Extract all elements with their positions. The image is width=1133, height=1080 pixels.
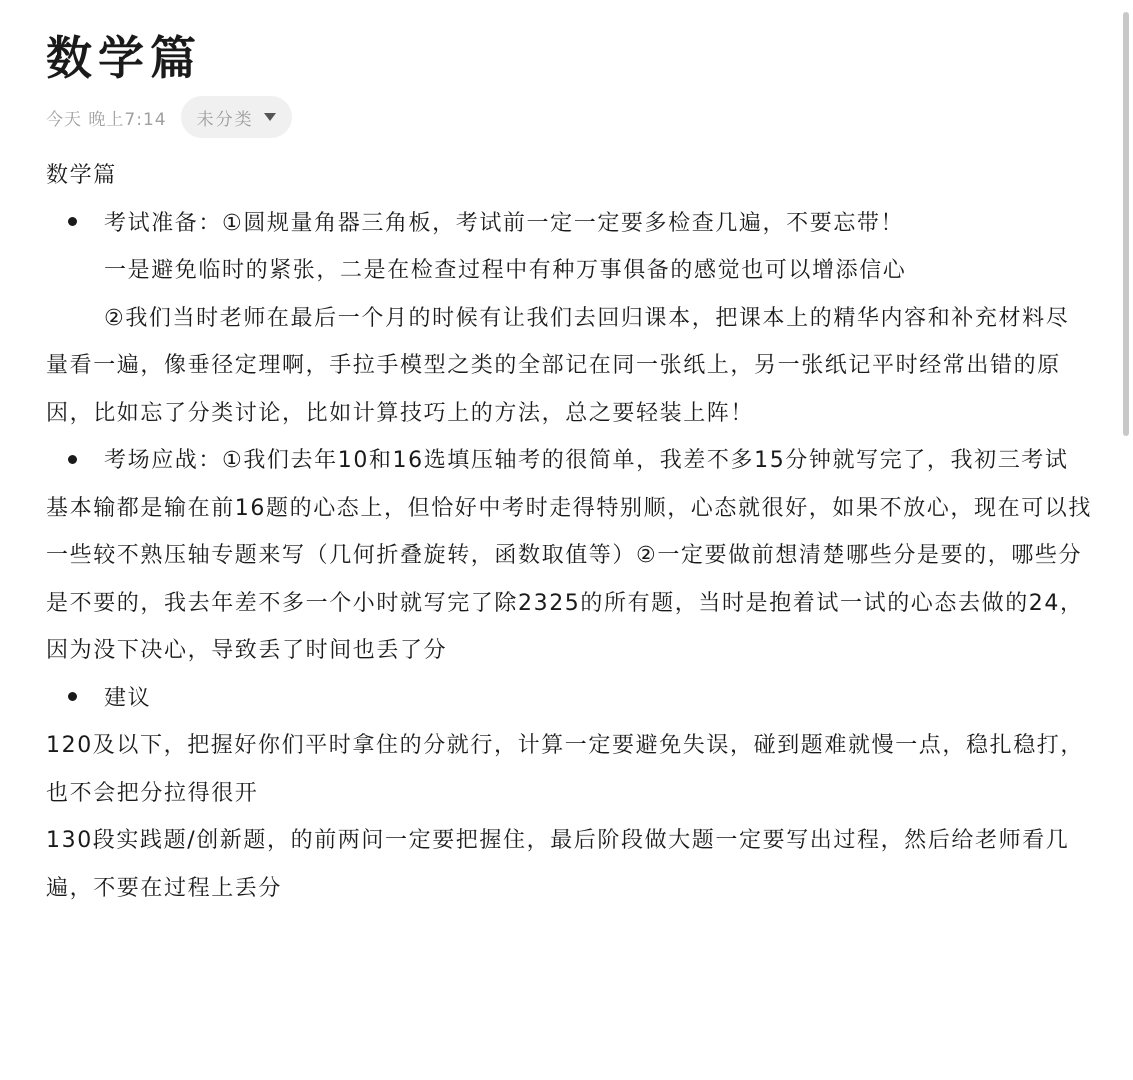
preparation-line-3: ②我们当时老师在最后一个月的时候有让我们去回归课本，把课本上的精华内容和补充材料尽量看一遍，像垂径定理啊，手拉手模型之类的全部记在同一张纸上，另一张纸记平时经常出错的原因，比如忘了分类讨论，比如计算技巧上的方法，总之要轻装上阵！ — [46, 305, 1070, 426]
note-body[interactable] — [46, 152, 1092, 912]
advice-130: 130段实践题/创新题，的前两问一定要把握住，最后阶段做大题一定要写出过程，然后给老师看几遍，不要在过程上丢分 — [46, 828, 1070, 901]
category-label: 未分类 — [196, 109, 254, 130]
body-heading: 数学篇 — [46, 163, 117, 188]
bullet-icon — [68, 692, 77, 701]
preparation-line-1: 考试准备：①圆规量角器三角板，考试前一定一定要多检查几遍，不要忘带！ — [104, 210, 905, 236]
note-editor[interactable] — [46, 0, 1092, 912]
advice-120: 120及以下，把握好你们平时拿住的分就行，计算一定要避免失误，碰到题难就慢一点，稳扎稳打，也不会把分拉得很开 — [46, 733, 1084, 806]
list-item-advice — [46, 675, 1092, 723]
scrollbar-thumb[interactable] — [1123, 12, 1129, 436]
advice-label: 建议 — [104, 685, 152, 711]
bullet-icon — [68, 217, 77, 226]
vertical-scrollbar[interactable] — [1119, 0, 1133, 1080]
note-timestamp: 今天 晚上7:14 — [46, 109, 167, 130]
list-item-exam-strategy — [46, 437, 1092, 675]
bullet-icon — [68, 455, 77, 464]
note-title[interactable]: 数学篇 — [46, 31, 202, 85]
list-item-preparation — [46, 200, 1092, 248]
caret-down-icon — [264, 113, 276, 121]
note-meta — [46, 96, 1092, 138]
exam-strategy-text: 考场应战：①我们去年10和16选填压轴考的很简单，我差不多15分钟就写完了，我初三考试基本输都是输在前16题的心态上，但恰好中考时走得特别顺，心态就很好，如果不放心，现在可以找一些较不熟压轴专题来写（几何折叠旋转，函数取值等）②一定要做前想清楚哪些分是要的，哪些分是不要的，我去年差不多一个小时就写完了除2325的所有题，当时是抱着试一试的心态去做的24，因为没下决心，导致丢了时间也丢了分 — [46, 448, 1092, 663]
preparation-line-2: 一是避免临时的紧张，二是在检查过程中有种万事俱备的感觉也可以增添信心 — [104, 258, 907, 283]
category-dropdown[interactable] — [181, 96, 292, 138]
